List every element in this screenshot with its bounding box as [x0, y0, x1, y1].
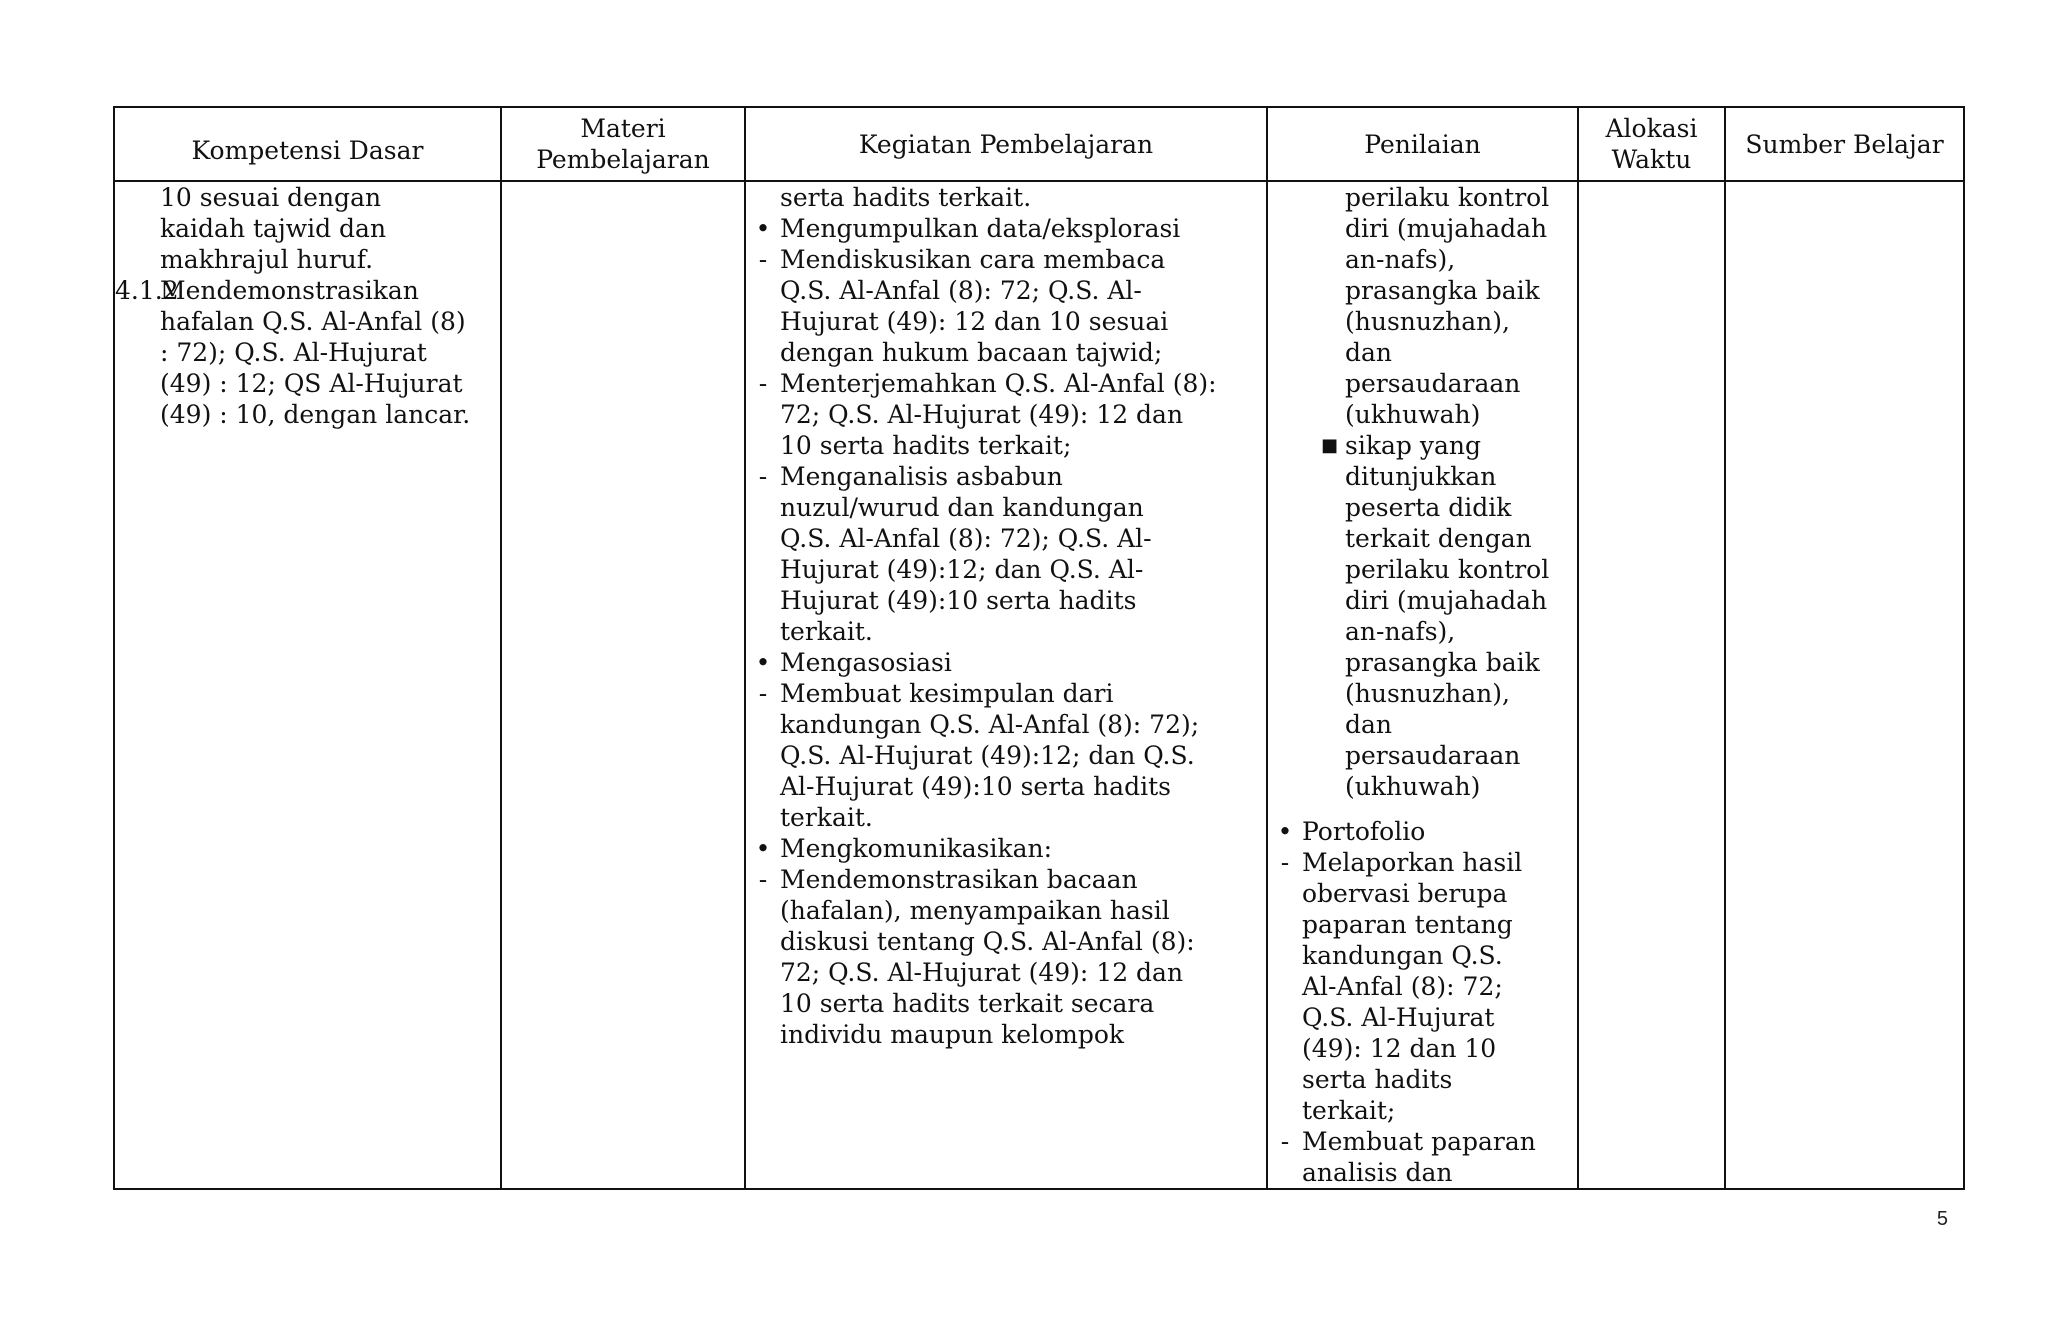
list-item: - Menganalisis asbabun nuzul/wurud dan kandungan Q.S. Al-Anfal (8): 72); Q.S. Al- Hujurat (49):12; dan Q.S. Al- Hujurat (49):10 serta hadits terkait.	[746, 461, 1266, 647]
cell-materi-pembelajaran	[501, 181, 745, 1189]
penilaian-continuation: perilaku kontrol diri (mujahadah an-nafs), prasangka baik (husnuzhan), dan persaudaraan (ukhuwah)	[1345, 183, 1550, 429]
cell-kegiatan-pembelajaran	[745, 181, 1267, 1189]
kd-item-4-1-2: 4.1.2 Mendemonstrasikan hafalan Q.S. Al-Anfal (8) : 72); Q.S. Al-Hujurat (49) : 12; QS Al-Hujurat (49) : 10, dengan lancar.	[115, 276, 471, 429]
lesson-plan-table	[113, 106, 1965, 1190]
list-item: - Melaporkan hasil obervasi berupa paparan tentang kandungan Q.S. Al-Anfal (8): 72; Q.S. Al-Hujurat (49): 12 dan 10 serta hadits terkait;	[1268, 847, 1577, 1126]
bullet-icon: •	[755, 834, 771, 863]
kd-item-number: 4.1.2	[115, 276, 179, 305]
dash-icon: -	[758, 462, 768, 491]
square-bullet-icon: ■	[1320, 435, 1338, 456]
header-kompetensi-dasar: Kompetensi Dasar	[114, 107, 501, 181]
list-item: - Menterjemahkan Q.S. Al-Anfal (8): 72; Q.S. Al-Hujurat (49): 12 dan 10 serta hadits terkait;	[746, 368, 1266, 461]
table-row	[114, 181, 1964, 1189]
dash-icon: -	[1280, 848, 1290, 877]
page-number: 5	[1936, 1208, 1948, 1230]
dash-icon: -	[1280, 1127, 1290, 1156]
kd-continuation: 10 sesuai dengan kaidah tajwid dan makhrajul huruf.	[160, 183, 387, 274]
dash-icon: -	[758, 369, 768, 398]
header-alokasi-waktu: Alokasi Waktu	[1578, 107, 1725, 181]
dash-icon: -	[758, 245, 768, 274]
table-header-row	[114, 107, 1964, 181]
header-sumber-belajar: Sumber Belajar	[1725, 107, 1964, 181]
dash-icon: -	[758, 865, 768, 894]
bullet-icon: •	[1277, 817, 1293, 846]
cell-sumber-belajar	[1725, 181, 1964, 1189]
bullet-icon: •	[755, 648, 771, 677]
cell-kompetensi-dasar	[114, 181, 501, 1189]
list-item: - Membuat paparan analisis dan	[1268, 1126, 1577, 1188]
list-item: - Mendemonstrasikan bacaan (hafalan), menyampaikan hasil diskusi tentang Q.S. Al-Anfal (8): 72; Q.S. Al-Hujurat (49): 12 dan 10 serta hadits terkait secara individu maupun kelompok	[746, 864, 1266, 1050]
kegiatan-continuation: serta hadits terkait.	[780, 183, 1032, 212]
list-item: • Mengkomunikasikan:	[746, 833, 1266, 864]
dash-icon: -	[758, 679, 768, 708]
cell-alokasi-waktu	[1578, 181, 1725, 1189]
list-item: ■ sikap yang ditunjukkan peserta didik terkait dengan perilaku kontrol diri (mujahadah an-nafs), prasangka baik (husnuzhan), dan persaudaraan (ukhuwah)	[1268, 430, 1577, 802]
list-item: • Portofolio	[1268, 816, 1577, 847]
bullet-icon: •	[755, 214, 771, 243]
header-materi-pembelajaran: Materi Pembelajaran	[501, 107, 745, 181]
list-item: - Membuat kesimpulan dari kandungan Q.S. Al-Anfal (8): 72); Q.S. Al-Hujurat (49):12; dan Q.S. Al-Hujurat (49):10 serta hadits terkait.	[746, 678, 1266, 833]
list-item: • Mengasosiasi	[746, 647, 1266, 678]
list-item: • Mengumpulkan data/eksplorasi	[746, 213, 1266, 244]
header-kegiatan-pembelajaran: Kegiatan Pembelajaran	[745, 107, 1267, 181]
header-penilaian: Penilaian	[1267, 107, 1578, 181]
list-item: - Mendiskusikan cara membaca Q.S. Al-Anfal (8): 72; Q.S. Al- Hujurat (49): 12 dan 10 sesuai dengan hukum bacaan tajwid;	[746, 244, 1266, 368]
cell-penilaian	[1267, 181, 1578, 1189]
